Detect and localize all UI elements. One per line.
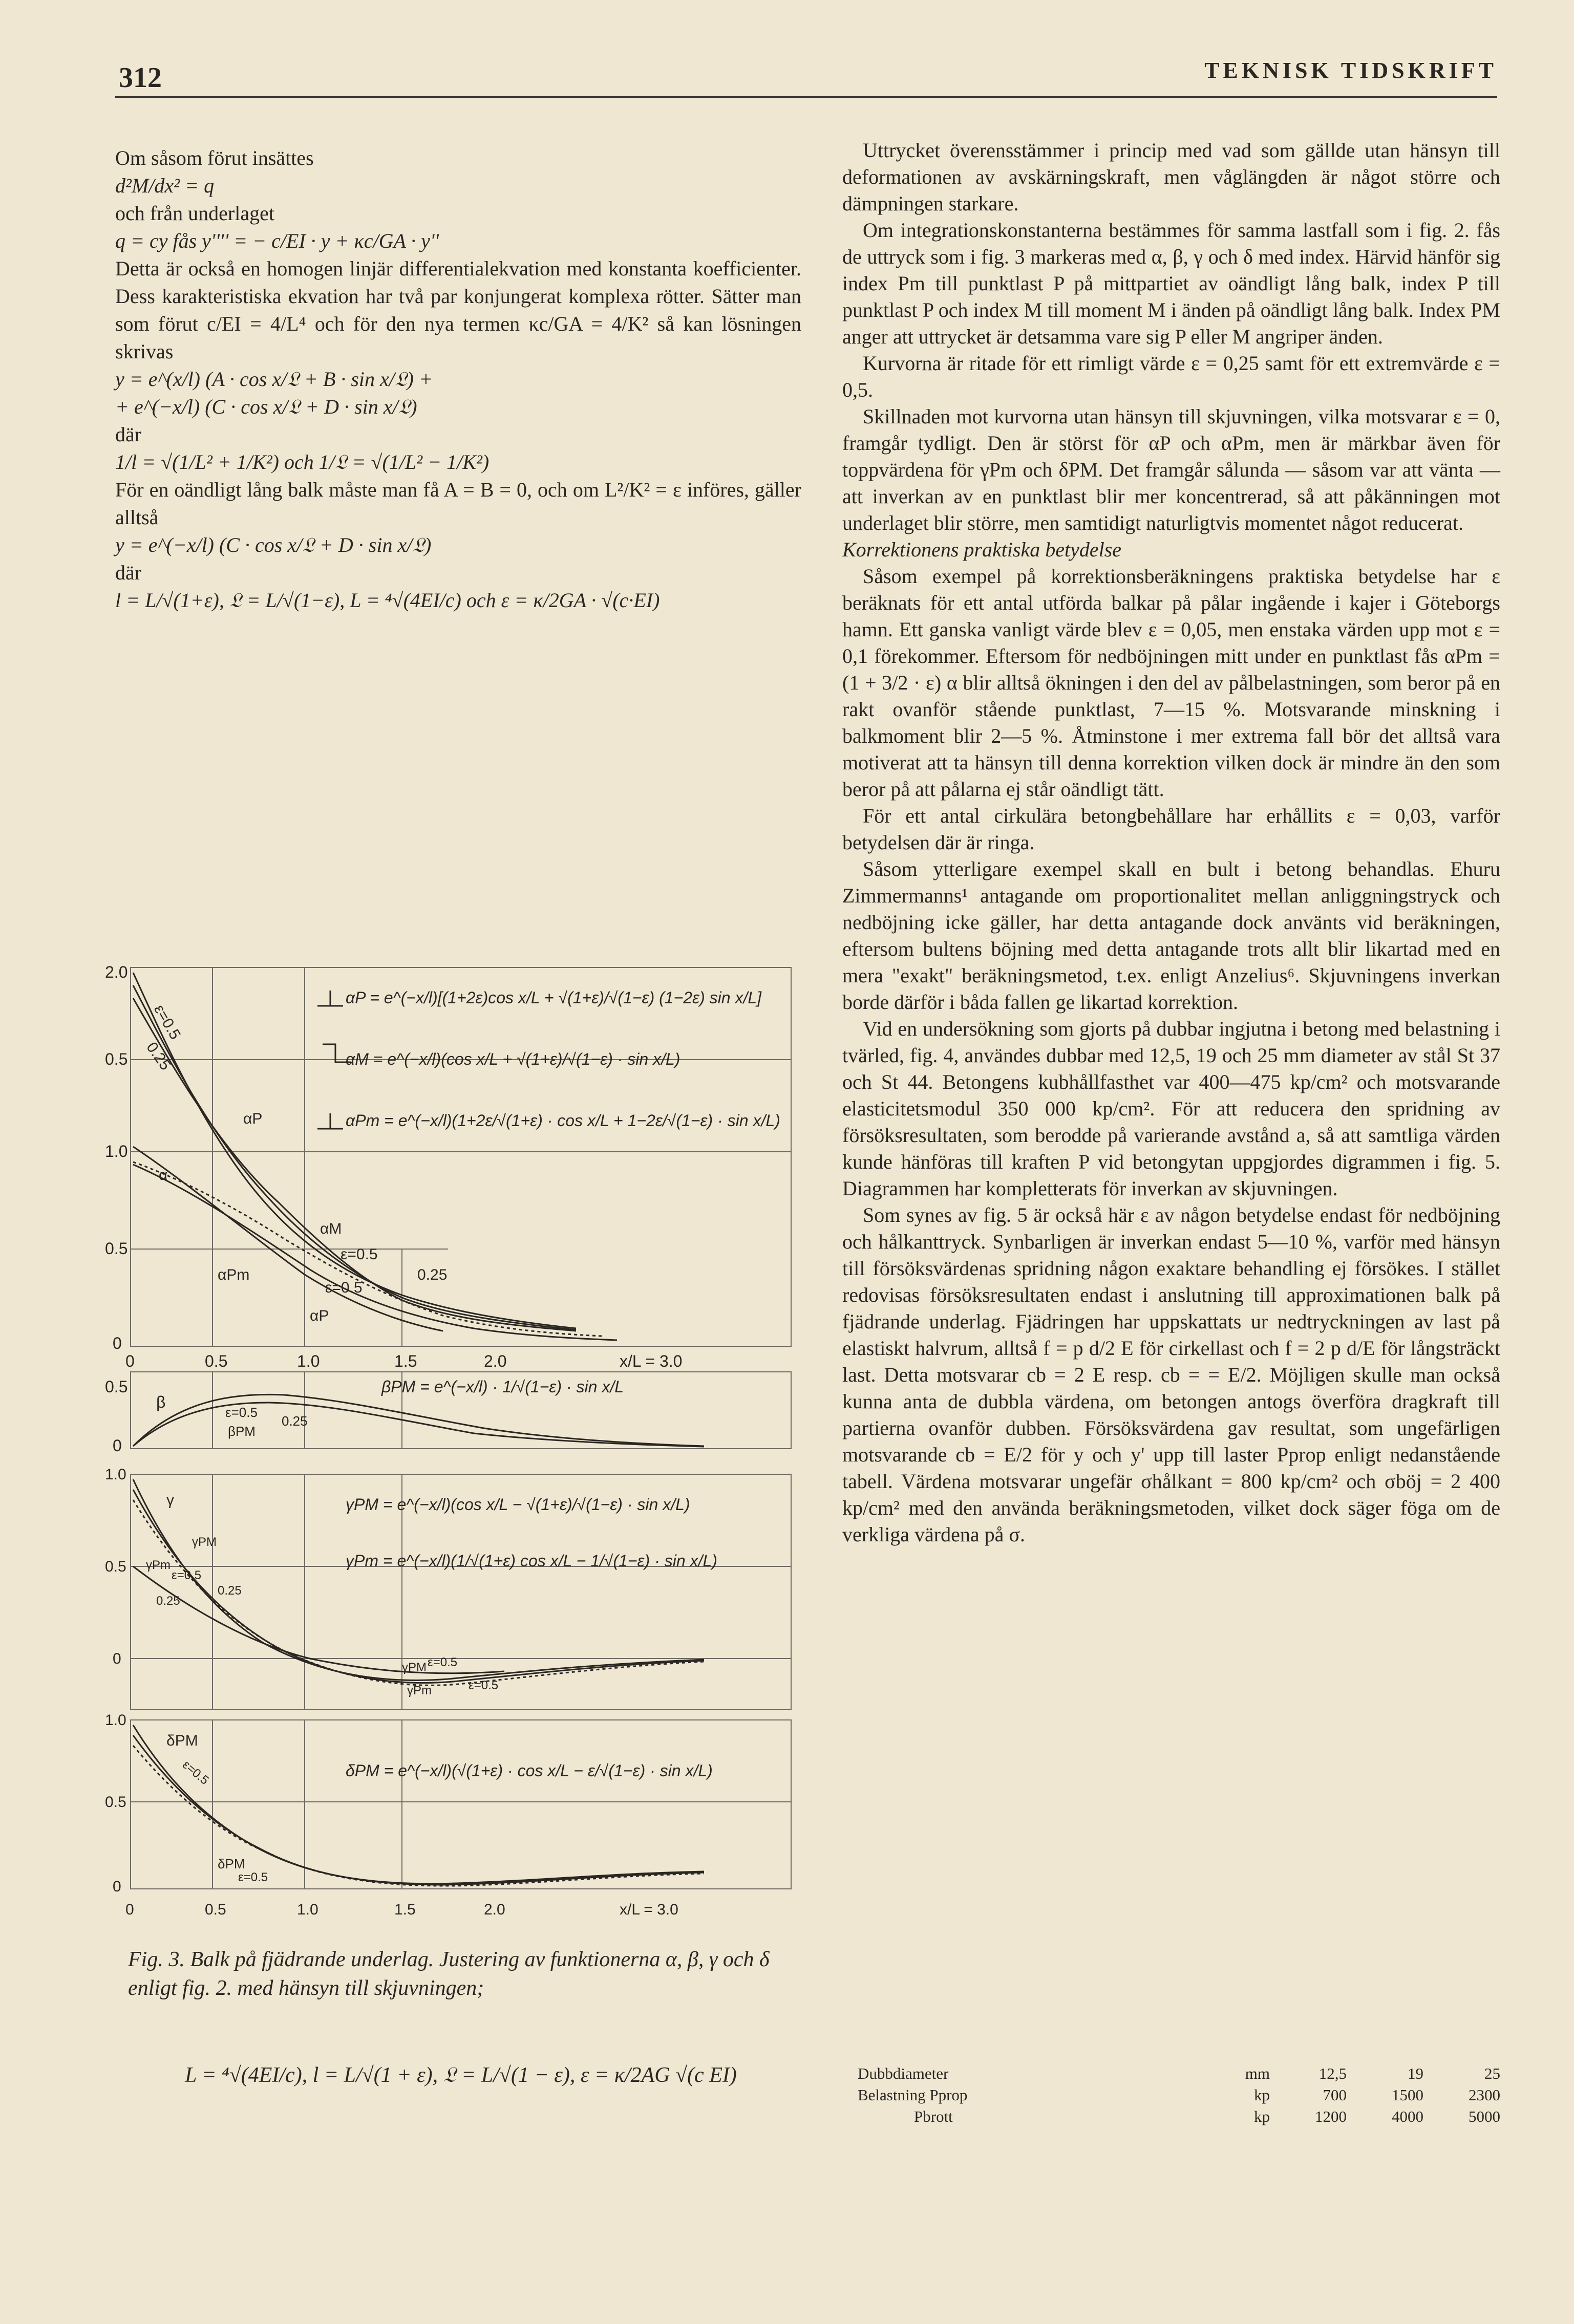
equation: y = e^(x/l) (A · cos x/𝔏 + B · sin x/𝔏) + xyxy=(115,368,433,391)
label-dar: där xyxy=(115,561,142,584)
label-dar: där xyxy=(115,423,142,446)
unit: kp xyxy=(1254,2107,1270,2125)
x-tick: 0 xyxy=(125,1901,134,1918)
curve-label: γ xyxy=(166,1492,174,1509)
row-label: Pbrott xyxy=(914,2107,953,2125)
paragraph: Uttrycket överensstämmer i princip med vad som gällde utan hänsyn till deformationen av avskärningskraft, men våglängden är något större och dämpningen starkare. xyxy=(842,139,1500,215)
paragraph: För en oändligt lång balk måste man få A = B = 0, och om L²/K² = ε införes, gäller alltså xyxy=(115,478,801,529)
equation: 1/l = √(1/L² + 1/K²) och 1/𝔏 = √(1/L² − 1/K²) xyxy=(115,450,490,474)
formula: δPM = e^(−x/l)(√(1+ε) · cos x/L − ε/√(1−ε) · sin x/L) xyxy=(346,1761,713,1780)
unit: mm xyxy=(1245,2064,1270,2082)
formula: γPM = e^(−x/l)(cos x/L − √(1+ε)/√(1−ε) · sin x/L) xyxy=(346,1495,690,1514)
curve-label: αM xyxy=(320,1220,342,1237)
curve-label: 0.25 xyxy=(417,1266,448,1283)
curve-label: γPm xyxy=(407,1684,432,1697)
right-column xyxy=(842,137,1500,1548)
panel-2-curves xyxy=(133,1394,704,1447)
x-tick: 2.0 xyxy=(484,1901,505,1918)
cell: 19 xyxy=(1408,2064,1423,2082)
x-tick: 1.0 xyxy=(297,1901,318,1918)
panel-1-curves xyxy=(133,973,617,1340)
table-row xyxy=(858,2106,1500,2127)
dowel-table xyxy=(858,2063,1500,2127)
equation: + e^(−x/l) (C · cos x/𝔏 + D · sin x/𝔏) xyxy=(115,395,417,418)
curve-label: δPM xyxy=(166,1732,198,1749)
cell: 1200 xyxy=(1315,2107,1347,2125)
paragraph: Skillnaden mot kurvorna utan hänsyn till skjuvningen, vilka motsvarar ε = 0, framgår tydligt. Den är störst för αP och αPm, men är märkbar även för toppvärdena för γPm och δPM. Det framgår sålunda — såsom var att vänta — att inverkan av en punktlast blir mer koncentrerad, så att påkänningen mot underlaget blir större, men samtidigt naturligtvis momentet något reducerat. xyxy=(842,405,1500,534)
curve-label: β xyxy=(156,1393,166,1411)
curve-label: βPM xyxy=(228,1424,256,1439)
y-tick: 2.0 xyxy=(105,963,128,981)
paragraph: Såsom exempel på korrektionsberäkningens praktiska betydelse har ε beräknats för ett antal utförda balkar på pålar ingående i kajer i Göteborgs hamn. Ett ganska vanligt värde blev ε = 0,05, men enstaka värden upp mot ε = 0,1 förekommer. Eftersom för nedböjningen mitt under en punktlast fås αPm = (1 + 3/2 · ε) α blir alltså ökningen i den del av pålbelastningen, som beror på en rakt ovanför stående punktlast, 7—15 %. Motsvarande minskning i balkmoment blir 2—5 %. Åtminstone i mer extrema fall bör det alltså vara motiverat att ta hänsyn till denna korrektion vilken dock är mindre än den som beror på att pålarna ej står oändligt tätt. xyxy=(842,565,1500,801)
formula: γPm = e^(−x/l)(1/√(1+ε) cos x/L − 1/√(1−ε) · sin x/L) xyxy=(346,1552,717,1570)
y-tick: 1.0 xyxy=(105,1712,126,1729)
y-tick: 0.5 xyxy=(105,1558,126,1575)
cell: 2300 xyxy=(1469,2086,1500,2104)
curve-label: ε=0.5 xyxy=(172,1568,202,1582)
formula: βPM = e^(−x/l) · 1/√(1−ε) · sin x/L xyxy=(381,1378,624,1396)
curve-label: αP xyxy=(243,1110,263,1127)
paragraph: Vid en undersökning som gjorts på dubbar ingjutna i betong med belastning i tvärled, fig. 4, användes dubbar med 12,5, 19 och 25 mm diameter av stål St 37 och St 44. Betongens kubhållfasthet var 400—475 kp/cm² och motsvarande elasticitetsmodul 350 000 kp/cm². För att reducera den spridning av försöksresultaten, som berodde på varierande avstånd a, så att samtliga värden kunde hänföras till kraften P vid betongytan uppgjordes digrammen i fig. 5. Diagrammen har kompletterats för inverkan av skjuvningen. xyxy=(842,1017,1500,1200)
formula: αPm = e^(−x/l)(1+2ε/√(1+ε) · cos x/L + 1−2ε/√(1−ε) · sin x/L) xyxy=(346,1111,780,1130)
paragraph: Som synes av fig. 5 är också här ε av någon betydelse endast för nedböjning och hålkanttryck. Synbarligen är inverkan endast 5—10 %, varför med hänsyn till försöksvärdenas spridning någon exaktare behandling ej försökes. I stället redovisas försöksresultaten endast i anslutning till approximationen balk på fjädrande underlag. Fjädringen har uppskattats ur nedtryckningen av last på elastiskt halvrum, alltså f = p d/2 E för cirkellast och f = 2 p d/E för långsträckt last. Detta motsvarar cb = 2 E resp. cb = = E/2. Möjligen skulle man också kunna anta de dubbla värdena, om betongen antogs överföra dragkraft till partierna ovanför dubben. Försöksvärdena gav resultat, som ungefärligen motsvarande cb = E/2 för y och y' upp till laster Pprop enligt nedanstående tabell. Värdena motsvarar ungefär σhålkant = 800 kp/cm² och σböj = 2 400 kp/cm² med den använda beräkningsmetoden, vilket dock säger föga om de verkliga värdena på σ. xyxy=(842,1203,1500,1546)
y-tick: 0.5 xyxy=(105,1378,128,1396)
equation: y = e^(−x/l) (C · cos x/𝔏 + D · sin x/𝔏) xyxy=(115,533,432,556)
x-axis-end: x/L = 3.0 xyxy=(620,1901,678,1918)
paragraph: och från underlaget xyxy=(115,202,274,225)
figure-3 xyxy=(105,962,804,1935)
cell: 12,5 xyxy=(1318,2064,1347,2082)
equation: q = cy fås y'''' = − c/EI · y + κc/GA · y'' xyxy=(115,229,439,252)
cell: 4000 xyxy=(1392,2107,1423,2125)
y-tick: 0.5 xyxy=(105,1794,126,1811)
curve-label: ε=0.5 xyxy=(325,1279,363,1296)
cell: 1500 xyxy=(1392,2086,1423,2104)
curve-label: ε=0.5 xyxy=(238,1870,268,1884)
formula: αP = e^(−x/l)[(1+2ε)cos x/L + √(1+ε)/√(1−ε) (1−2ε) sin x/L] xyxy=(346,988,762,1007)
table-row xyxy=(858,2084,1500,2106)
header-rule xyxy=(115,96,1497,98)
figure-caption: Fig. 3. Balk på fjädrande underlag. Justering av funktionerna α, β, γ och δ enligt fig. 2. med hänsyn till skjuvningen; xyxy=(128,1948,770,2000)
curve-label: γPM xyxy=(402,1661,427,1674)
paragraph: Om såsom förut insättes xyxy=(115,146,314,169)
caption-equation: L = ⁴√(4EI/c), l = L/√(1 + ε), 𝔏 = L/√(1 − ε), ε = κ/2AG √(c EI) xyxy=(185,2063,737,2087)
curve-label: 0.25 xyxy=(282,1413,308,1429)
curve-label: γPm xyxy=(146,1558,171,1572)
y-tick: 1.0 xyxy=(105,1466,126,1483)
cell: 700 xyxy=(1323,2086,1347,2104)
y-tick: 0 xyxy=(113,1878,121,1895)
page-number: 312 xyxy=(119,62,162,94)
y-tick: 0 xyxy=(113,1436,122,1455)
paragraph: Kurvorna är ritade för ett rimligt värde ε = 0,25 samt för ett extremvärde ε = 0,5. xyxy=(842,352,1500,401)
row-label: Belastning Pprop xyxy=(858,2086,968,2104)
unit: kp xyxy=(1254,2086,1270,2104)
y-tick: 1.0 xyxy=(105,1142,128,1160)
x-tick: 2.0 xyxy=(484,1352,507,1370)
curve-label: ε=0.5 xyxy=(469,1679,499,1692)
cell: 5000 xyxy=(1469,2107,1500,2125)
curve-label: α xyxy=(159,1167,168,1183)
row-label: Dubbdiameter xyxy=(858,2064,949,2082)
x-tick: 1.5 xyxy=(394,1352,417,1370)
paragraph: Såsom ytterligare exempel skall en bult i betong behandlas. Ehuru Zimmermanns¹ antagande om proportionalitet mellan anliggningstryck och nedböjning icke gäller, har detta antagande dock använts vid beräkningen, eftersom bultens böjning med detta antagande trots allt blir likartad med en mera "exakt" beräkningsmetod, t.ex. enligt Anzelius⁶. Skjuvningens inverkan borde därför i båda fallen ge likartad korrektion. xyxy=(842,857,1500,1014)
equation: d²M/dx² = q xyxy=(115,174,215,197)
paragraph: För ett antal cirkulära betongbehållare har erhållits ε = 0,03, varför betydelsen där är ringa. xyxy=(842,804,1500,854)
x-tick: 0.5 xyxy=(205,1901,226,1918)
curve-label: ε=0.5 xyxy=(341,1246,378,1263)
journal-title: TEKNISK TIDSKRIFT xyxy=(1204,58,1497,83)
curve-label: γPM xyxy=(192,1535,217,1549)
x-tick: 0.5 xyxy=(205,1352,228,1370)
formula: αM = e^(−x/l)(cos x/L + √(1+ε)/√(1−ε) · sin x/L) xyxy=(346,1050,680,1068)
curve-label: 0.25 xyxy=(156,1594,180,1608)
y-tick: 0.5 xyxy=(105,1050,128,1068)
y-tick: 0 xyxy=(113,1334,122,1352)
y-tick: 0 xyxy=(113,1650,121,1667)
y-tick: 0.5 xyxy=(105,1239,128,1258)
paragraph: Detta är också en homogen linjär differentialekvation med konstanta koefficienter. Dess karakteristiska ekvation har två par konjungerat komplexa rötter. Sätter man som förut c/EI = 4/L⁴ och för den nya termen κc/GA = 4/K² så kan lösningen skrivas xyxy=(115,257,801,363)
curve-label: ε=0.5 xyxy=(150,1002,184,1043)
left-column xyxy=(115,144,801,614)
curve-label: δPM xyxy=(218,1856,245,1871)
curve-label: αP xyxy=(310,1307,329,1324)
x-tick: 0 xyxy=(125,1352,135,1370)
section-heading: Korrektionens praktiska betydelse xyxy=(842,538,1122,561)
curve-label: 0.25 xyxy=(218,1584,242,1598)
x-axis-end: x/L = 3.0 xyxy=(620,1352,683,1370)
curve-label: ε=0.5 xyxy=(225,1405,258,1420)
curve-label: ε=0.5 xyxy=(180,1757,211,1788)
paragraph: Om integrationskonstanterna bestämmes för samma lastfall som i fig. 2. fås de uttryck som i fig. 3 markeras med α, β, γ och δ med index. Härvid hänför sig index Pm till punktlast P på mittpartiet av oändligt lång balk, index P till punktlast P och index M till moment M i änden på oändligt lång balk. Index PM anger att uttrycket är detsamma vare sig P eller M angriper änden. xyxy=(842,219,1500,348)
curve-label: ε=0.5 xyxy=(428,1655,458,1669)
cell: 25 xyxy=(1484,2064,1500,2082)
curve-label: αPm xyxy=(218,1266,250,1283)
x-tick: 1.0 xyxy=(297,1352,320,1370)
x-tick: 1.5 xyxy=(394,1901,416,1918)
equation: l = L/√(1+ε), 𝔏 = L/√(1−ε), L = ⁴√(4EI/c) och ε = κ/2GA · √(c·EI) xyxy=(115,589,660,612)
table-row xyxy=(858,2063,1500,2084)
curve-label: 0.25 xyxy=(143,1039,174,1073)
